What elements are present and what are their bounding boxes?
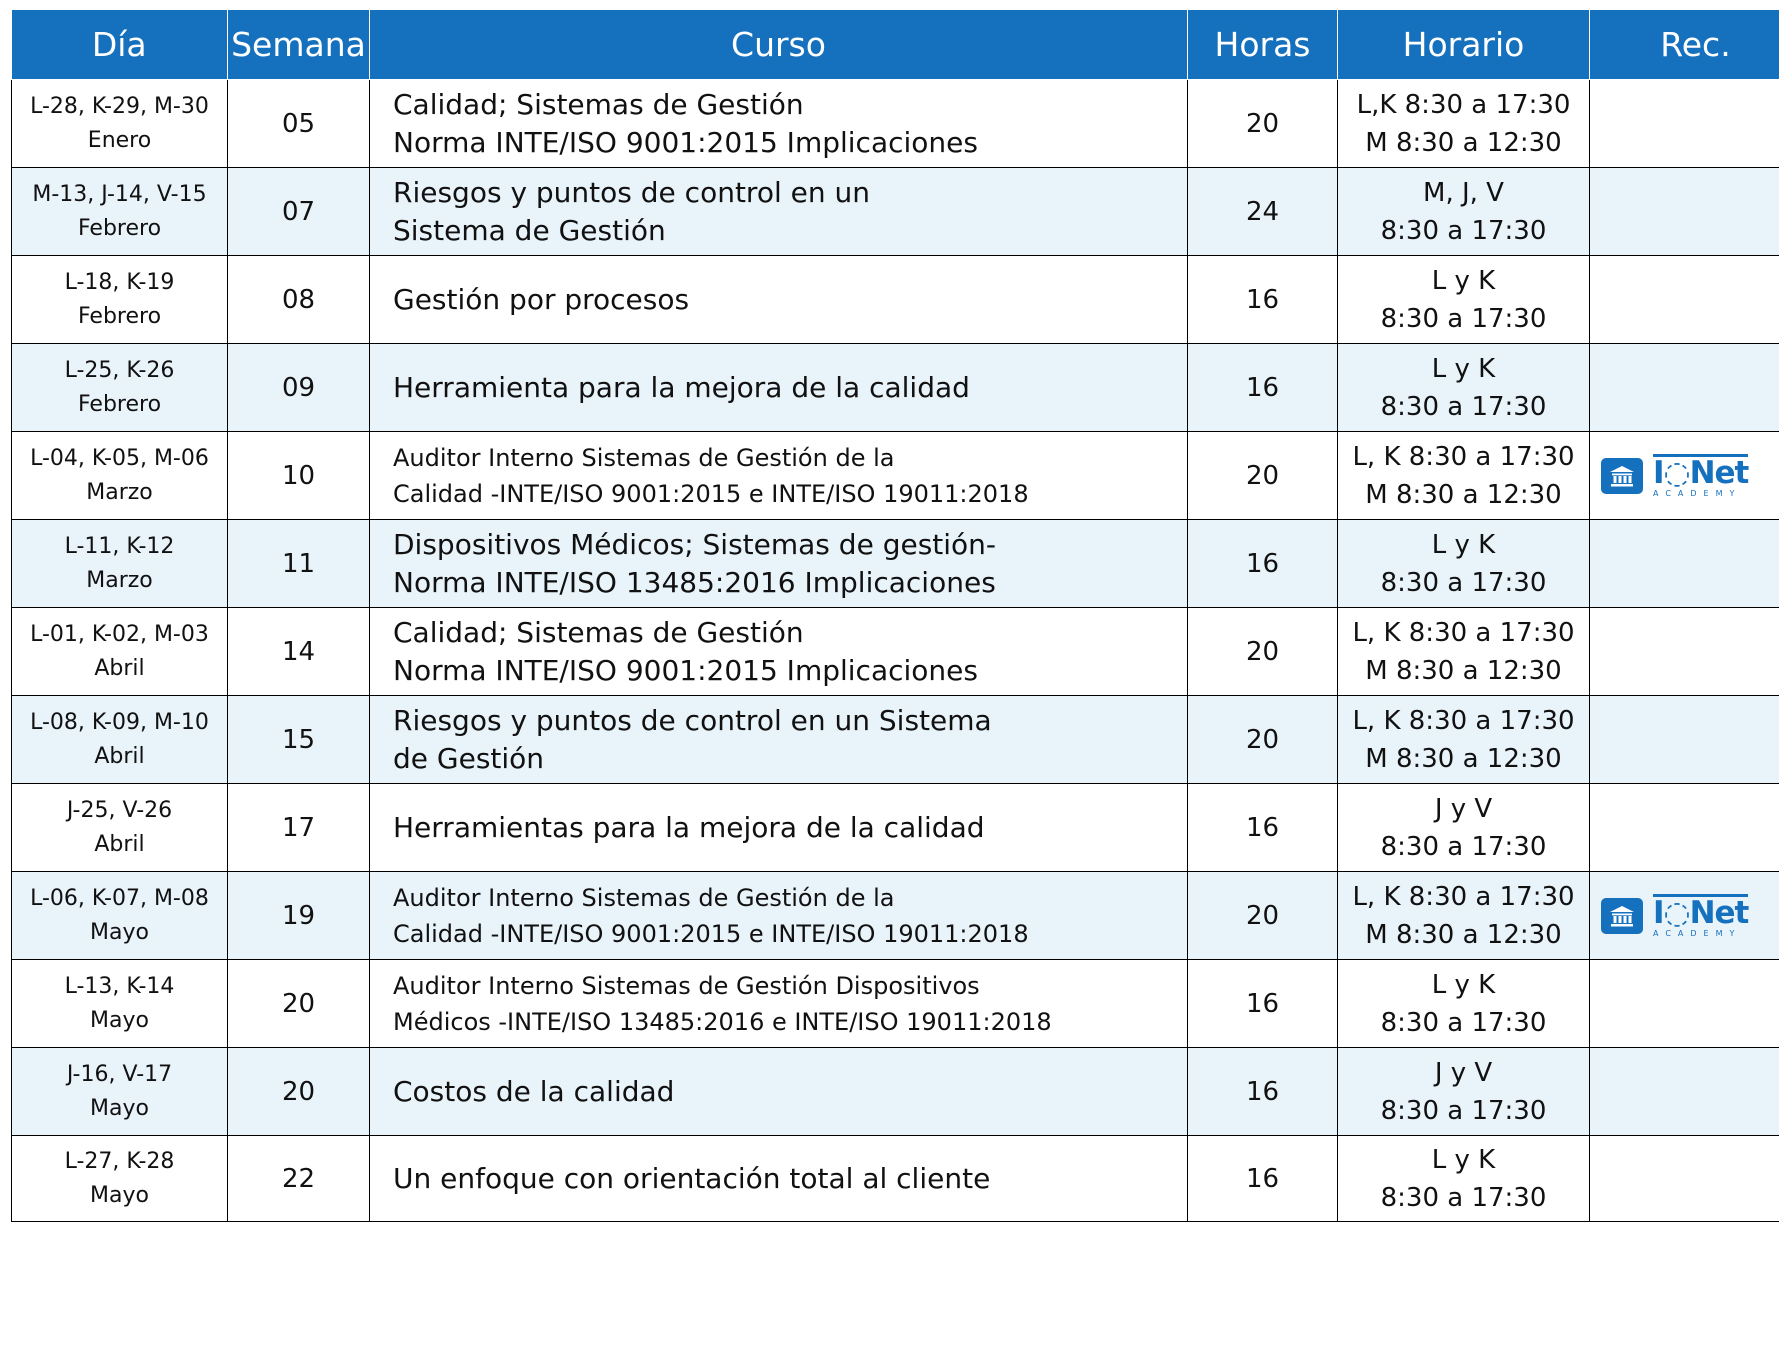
table-row xyxy=(12,1136,1779,1222)
dia-cell xyxy=(12,1136,228,1222)
horas-cell: 20 xyxy=(1188,80,1338,168)
horario-line-1: L, K 8:30 a 17:30 xyxy=(1352,617,1575,648)
curso-line-2: Médicos -INTE/ISO 13485:2016 e INTE/ISO 19011:2018 xyxy=(393,1007,1052,1036)
dia-dates: L-01, K-02, M-03 xyxy=(30,621,209,647)
horario-line-2: 8:30 a 17:30 xyxy=(1380,391,1547,422)
dia-dates: L-06, K-07, M-08 xyxy=(30,885,209,911)
table-row xyxy=(12,784,1779,872)
semana-cell: 22 xyxy=(228,1136,370,1222)
curso-line-1: Calidad; Sistemas de Gestión xyxy=(393,615,804,649)
horas-cell: 16 xyxy=(1188,960,1338,1048)
horas-cell: 16 xyxy=(1188,1136,1338,1222)
semana-cell: 10 xyxy=(228,432,370,520)
horario-cell xyxy=(1338,520,1590,608)
curso-cell xyxy=(370,608,1188,696)
curso-cell xyxy=(370,256,1188,344)
horario-line-1: L, K 8:30 a 17:30 xyxy=(1352,705,1575,736)
semana-cell: 19 xyxy=(228,872,370,960)
curso-line-1: Calidad; Sistemas de Gestión xyxy=(393,87,804,121)
dia-month: Mayo xyxy=(90,919,149,945)
dia-month: Mayo xyxy=(90,1095,149,1121)
rec-cell xyxy=(1590,960,1779,1048)
header-dia: Día xyxy=(12,10,228,80)
horario-line-1: L y K xyxy=(1431,529,1496,560)
dia-month: Enero xyxy=(87,127,152,153)
horario-line-2: M 8:30 a 12:30 xyxy=(1365,743,1562,774)
ionet-academy-badge xyxy=(1601,894,1748,938)
horario-line-1: L y K xyxy=(1431,353,1496,384)
horas-cell: 16 xyxy=(1188,344,1338,432)
semana-cell: 08 xyxy=(228,256,370,344)
rec-cell xyxy=(1590,784,1779,872)
horario-line-1: L, K 8:30 a 17:30 xyxy=(1352,441,1575,472)
horario-line-2: 8:30 a 17:30 xyxy=(1380,831,1547,862)
semana-cell: 07 xyxy=(228,168,370,256)
dia-month: Abril xyxy=(94,655,145,681)
horas-cell: 16 xyxy=(1188,256,1338,344)
dia-dates: L-11, K-12 xyxy=(64,533,175,559)
horario-cell xyxy=(1338,1136,1590,1222)
semana-cell: 15 xyxy=(228,696,370,784)
table-row xyxy=(12,1048,1779,1136)
dia-month: Abril xyxy=(94,831,145,857)
curso-line-1: Auditor Interno Sistemas de Gestión de la xyxy=(393,883,895,912)
rec-cell xyxy=(1590,520,1779,608)
semana-cell: 05 xyxy=(228,80,370,168)
ionet-logo-text: I◌Net xyxy=(1653,454,1749,491)
rec-cell xyxy=(1590,432,1779,520)
header-curso: Curso xyxy=(370,10,1188,80)
curso-cell xyxy=(370,432,1188,520)
curso-cell xyxy=(370,960,1188,1048)
horas-cell: 16 xyxy=(1188,1048,1338,1136)
horario-line-2: M 8:30 a 12:30 xyxy=(1365,479,1562,510)
dia-cell xyxy=(12,960,228,1048)
horario-cell xyxy=(1338,872,1590,960)
dia-dates: M-13, J-14, V-15 xyxy=(32,181,207,207)
rec-cell xyxy=(1590,168,1779,256)
horario-cell xyxy=(1338,608,1590,696)
horario-line-2: 8:30 a 17:30 xyxy=(1380,303,1547,334)
table-body xyxy=(12,80,1779,1222)
dia-month: Febrero xyxy=(77,303,162,329)
curso-cell xyxy=(370,1136,1188,1222)
horario-cell xyxy=(1338,80,1590,168)
horario-line-1: L, K 8:30 a 17:30 xyxy=(1352,881,1575,912)
rec-cell xyxy=(1590,80,1779,168)
horario-line-1: M, J, V xyxy=(1423,177,1504,208)
dia-dates: L-28, K-29, M-30 xyxy=(30,93,209,119)
header-rec: Rec. xyxy=(1590,10,1779,80)
horario-cell xyxy=(1338,960,1590,1048)
table-row xyxy=(12,168,1779,256)
ionet-logo xyxy=(1653,454,1748,498)
curso-line-1: Herramienta para la mejora de la calidad xyxy=(393,370,970,404)
horario-line-1: L y K xyxy=(1431,1144,1496,1175)
curso-cell xyxy=(370,520,1188,608)
curso-line-2: Norma INTE/ISO 9001:2015 Implicaciones xyxy=(393,653,978,687)
header-horario: Horario xyxy=(1338,10,1590,80)
curso-cell xyxy=(370,80,1188,168)
curso-cell xyxy=(370,344,1188,432)
horario-cell xyxy=(1338,784,1590,872)
dia-cell xyxy=(12,256,228,344)
rec-cell xyxy=(1590,1048,1779,1136)
horario-line-2: 8:30 a 17:30 xyxy=(1380,567,1547,598)
ionet-logo-subtext: ACADEMY xyxy=(1653,928,1742,938)
table-row xyxy=(12,872,1779,960)
dia-month: Mayo xyxy=(90,1007,149,1033)
table-row xyxy=(12,80,1779,168)
curso-cell xyxy=(370,696,1188,784)
dia-dates: L-27, K-28 xyxy=(64,1148,175,1174)
dia-month: Marzo xyxy=(86,567,153,593)
horario-cell xyxy=(1338,432,1590,520)
dia-month: Mayo xyxy=(90,1182,149,1208)
curso-line-1: Herramientas para la mejora de la calidad xyxy=(393,810,985,844)
horario-line-1: L y K xyxy=(1431,969,1496,1000)
dia-cell xyxy=(12,872,228,960)
curso-line-2: Calidad -INTE/ISO 9001:2015 e INTE/ISO 19011:2018 xyxy=(393,919,1029,948)
ionet-logo xyxy=(1653,894,1748,938)
curso-cell xyxy=(370,872,1188,960)
dia-dates: L-04, K-05, M-06 xyxy=(30,445,209,471)
dia-cell xyxy=(12,784,228,872)
curso-cell xyxy=(370,784,1188,872)
table-row xyxy=(12,696,1779,784)
dia-cell xyxy=(12,168,228,256)
horario-line-1: L,K 8:30 a 17:30 xyxy=(1356,89,1571,120)
table-row xyxy=(12,520,1779,608)
curso-line-2: Sistema de Gestión xyxy=(393,213,666,247)
dia-month: Marzo xyxy=(86,479,153,505)
dia-month: Febrero xyxy=(77,391,162,417)
curso-line-1: Gestión por procesos xyxy=(393,282,690,316)
dia-month: Febrero xyxy=(77,215,162,241)
header-semana: Semana xyxy=(228,10,370,80)
table-row xyxy=(12,344,1779,432)
semana-cell: 20 xyxy=(228,1048,370,1136)
curso-line-1: Costos de la calidad xyxy=(393,1074,675,1108)
curso-cell xyxy=(370,168,1188,256)
horas-cell: 20 xyxy=(1188,432,1338,520)
curso-line-2: Norma INTE/ISO 13485:2016 Implicaciones xyxy=(393,565,996,599)
semana-cell: 14 xyxy=(228,608,370,696)
horario-cell xyxy=(1338,256,1590,344)
rec-cell xyxy=(1590,256,1779,344)
horario-line-1: L y K xyxy=(1431,265,1496,296)
schedule-table xyxy=(11,10,1779,1222)
horario-cell xyxy=(1338,696,1590,784)
curso-line-1: Dispositivos Médicos; Sistemas de gestión- xyxy=(393,527,997,561)
table-row xyxy=(12,960,1779,1048)
ionet-academy-badge xyxy=(1601,454,1748,498)
dia-cell xyxy=(12,696,228,784)
dia-dates: J-25, V-26 xyxy=(66,797,173,823)
curso-line-1: Un enfoque con orientación total al cliente xyxy=(393,1161,991,1195)
dia-dates: J-16, V-17 xyxy=(66,1061,173,1087)
horario-line-2: M 8:30 a 12:30 xyxy=(1365,919,1562,950)
ionet-logo-subtext: ACADEMY xyxy=(1653,488,1742,498)
dia-cell xyxy=(12,344,228,432)
curso-cell xyxy=(370,1048,1188,1136)
curso-line-1: Auditor Interno Sistemas de Gestión Dispositivos xyxy=(393,971,980,1000)
dia-dates: L-18, K-19 xyxy=(64,269,175,295)
header-row xyxy=(12,10,1779,80)
horas-cell: 20 xyxy=(1188,696,1338,784)
curso-line-1: Riesgos y puntos de control en un xyxy=(393,175,870,209)
bank-icon xyxy=(1601,898,1643,934)
horas-cell: 20 xyxy=(1188,872,1338,960)
horas-cell: 24 xyxy=(1188,168,1338,256)
dia-cell xyxy=(12,1048,228,1136)
horas-cell: 20 xyxy=(1188,608,1338,696)
rec-cell xyxy=(1590,696,1779,784)
rec-cell xyxy=(1590,872,1779,960)
semana-cell: 20 xyxy=(228,960,370,1048)
table-row xyxy=(12,256,1779,344)
horario-line-2: 8:30 a 17:30 xyxy=(1380,1182,1547,1213)
horario-cell xyxy=(1338,344,1590,432)
semana-cell: 17 xyxy=(228,784,370,872)
dia-cell xyxy=(12,432,228,520)
rec-cell xyxy=(1590,1136,1779,1222)
dia-dates: L-08, K-09, M-10 xyxy=(30,709,209,735)
horario-line-2: M 8:30 a 12:30 xyxy=(1365,655,1562,686)
horario-line-2: 8:30 a 17:30 xyxy=(1380,1007,1547,1038)
horario-line-1: J y V xyxy=(1434,1057,1493,1088)
dia-dates: L-25, K-26 xyxy=(64,357,175,383)
horario-line-2: 8:30 a 17:30 xyxy=(1380,215,1547,246)
ionet-logo-text: I◌Net xyxy=(1653,894,1749,931)
curso-line-2: Norma INTE/ISO 9001:2015 Implicaciones xyxy=(393,125,978,159)
table-row xyxy=(12,432,1779,520)
header-horas: Horas xyxy=(1188,10,1338,80)
dia-cell xyxy=(12,80,228,168)
horario-line-1: J y V xyxy=(1434,793,1493,824)
bank-icon xyxy=(1601,458,1643,494)
dia-month: Abril xyxy=(94,743,145,769)
horas-cell: 16 xyxy=(1188,520,1338,608)
dia-dates: L-13, K-14 xyxy=(64,973,175,999)
horario-cell xyxy=(1338,168,1590,256)
curso-line-2: de Gestión xyxy=(393,741,545,775)
dia-cell xyxy=(12,608,228,696)
curso-line-2: Calidad -INTE/ISO 9001:2015 e INTE/ISO 19011:2018 xyxy=(393,479,1029,508)
dia-cell xyxy=(12,520,228,608)
rec-cell xyxy=(1590,608,1779,696)
horario-line-2: M 8:30 a 12:30 xyxy=(1365,127,1562,158)
horario-line-2: 8:30 a 17:30 xyxy=(1380,1095,1547,1126)
table-row xyxy=(12,608,1779,696)
rec-cell xyxy=(1590,344,1779,432)
curso-line-1: Auditor Interno Sistemas de Gestión de la xyxy=(393,443,895,472)
semana-cell: 09 xyxy=(228,344,370,432)
horas-cell: 16 xyxy=(1188,784,1338,872)
curso-line-1: Riesgos y puntos de control en un Sistema xyxy=(393,703,992,737)
semana-cell: 11 xyxy=(228,520,370,608)
horario-cell xyxy=(1338,1048,1590,1136)
